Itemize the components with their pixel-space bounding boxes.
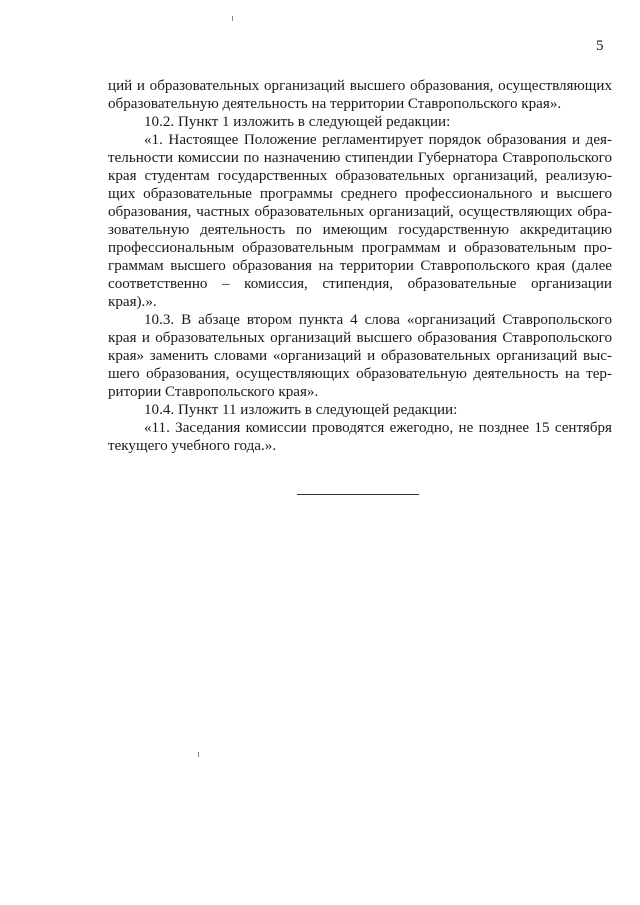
text-line: профессиональным образовательным программам и образовательным про- (108, 240, 612, 256)
page-number: 5 (596, 38, 604, 54)
text-line: «11. Заседания комиссии проводятся ежегодно, не позднее 15 сентября (144, 420, 612, 436)
text-line: текущего учебного года.». (108, 438, 277, 454)
text-line: края и образовательных организаций высшего образования Ставропольского (108, 330, 612, 346)
text-line: края студентам государственных образовательных организаций, реализую- (108, 168, 612, 184)
text-line: ций и образовательных организаций высшего образования, осуществляющих (108, 78, 612, 94)
text-line: граммам высшего образования на территории Ставропольского края (далее (108, 258, 612, 274)
text-line: зовательную деятельность по имеющим государственную аккредитацию (108, 222, 612, 238)
text-line: соответственно – комиссия, стипендия, образовательные организации (108, 276, 612, 292)
text-line: края).». (108, 294, 157, 310)
text-line: тельности комиссии по назначению стипендии Губернатора Ставропольского (108, 150, 612, 166)
text-line: 10.2. Пункт 1 изложить в следующей редакции: (144, 114, 451, 130)
scan-artifact (198, 752, 199, 757)
separator-line (297, 494, 419, 495)
scan-artifact (232, 16, 233, 21)
text-line: «1. Настоящее Положение регламентирует порядок образования и дея- (144, 132, 612, 148)
text-line: шего образования, осуществляющих образовательную деятельность на тер- (108, 366, 612, 382)
text-line: края» заменить словами «организаций и образовательных организаций выс- (108, 348, 612, 364)
text-line: ритории Ставропольского края». (108, 384, 319, 400)
text-line: образовательную деятельность на территории Ставропольского края». (108, 96, 562, 112)
text-line: 10.4. Пункт 11 изложить в следующей редакции: (144, 402, 458, 418)
text-line: 10.3. В абзаце втором пункта 4 слова «организаций Ставропольского (144, 312, 612, 328)
text-line: щих образовательные программы среднего профессионального и высшего (108, 186, 612, 202)
text-line: образования, частных образовательных организаций, осуществляющих обра- (108, 204, 612, 220)
